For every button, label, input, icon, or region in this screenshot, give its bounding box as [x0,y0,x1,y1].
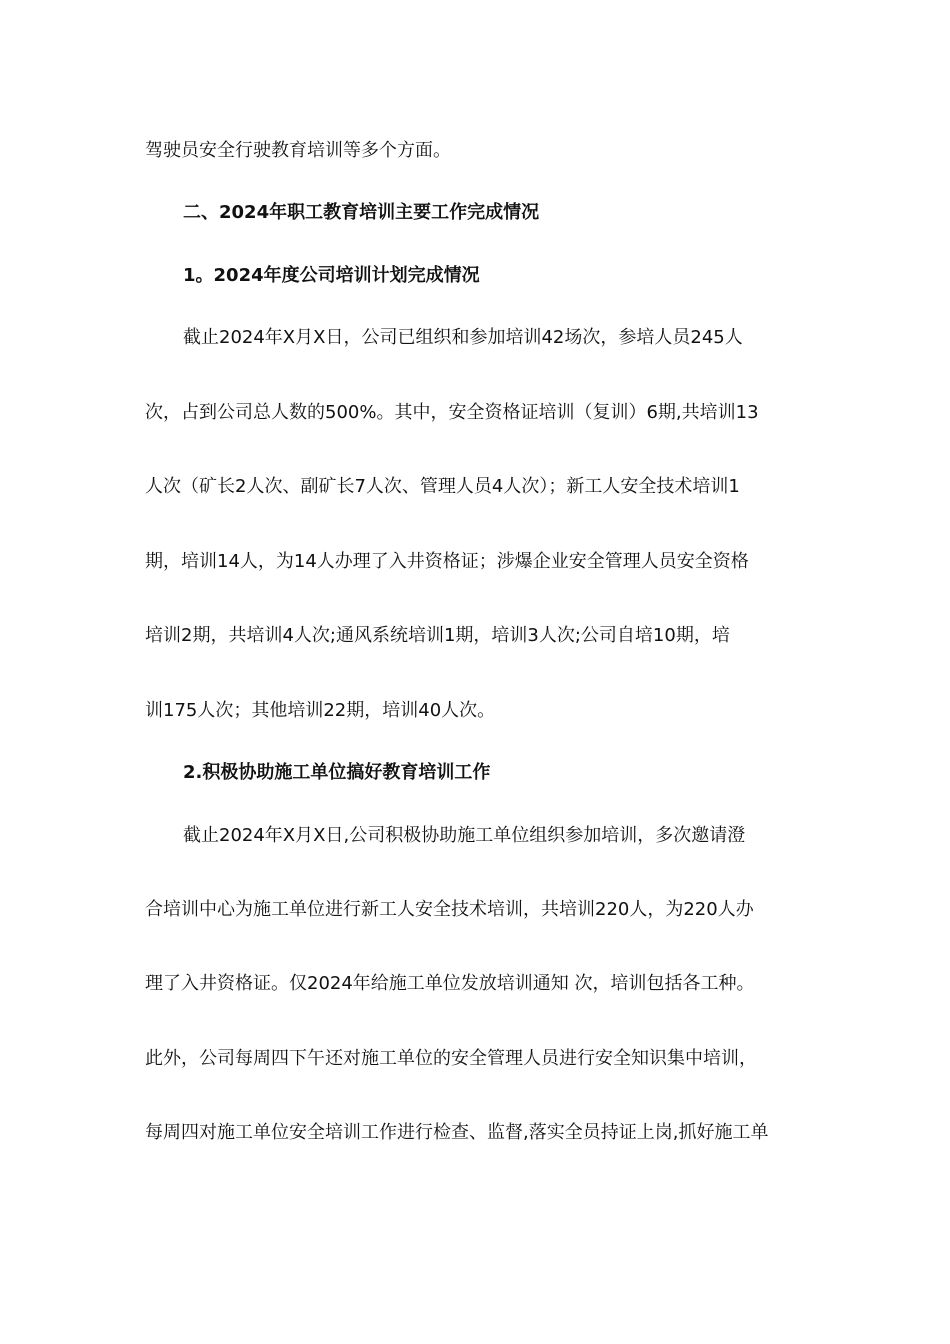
paragraph-line: 合培训中心为施工单位进行新工人安全技术培训，共培训220人，为220人办 [145,899,754,920]
paragraph-line: 截止2024年X月X日,公司积极协助施工单位组织参加培训，多次邀请澄 [183,825,746,846]
paragraph-line: 人次（矿长2人次、副矿长7人次、管理人员4人次）；新工人安全技术培训1 [145,476,740,497]
paragraph-line: 理了入井资格证。仅2024年给施工单位发放培训通知 次，培训包括各工种。 [145,973,755,994]
section-heading: 二、2024年职工教育培训主要工作完成情况 [183,202,540,223]
paragraph-line: 培训2期，共培训4人次;通风系统培训1期，培训3人次;公司自培10期，培 [145,625,730,646]
paragraph-line: 训175人次；其他培训22期，培训40人次。 [145,700,496,721]
subsection-heading: 1。2024年度公司培训计划完成情况 [183,265,480,286]
paragraph-line: 驾驶员安全行驶教育培训等多个方面。 [145,140,451,161]
paragraph-line: 截止2024年X月X日，公司已组织和参加培训42场次，参培人员245人 [183,327,743,348]
subsection-heading: 2.积极协助施工单位搞好教育培训工作 [183,762,491,783]
paragraph-line: 此外，公司每周四下午还对施工单位的安全管理人员进行安全知识集中培训， [145,1048,757,1069]
paragraph-line: 每周四对施工单位安全培训工作进行检查、监督,落实全员持证上岗,抓好施工单 [145,1122,769,1143]
paragraph-line: 期，培训14人，为14人办理了入井资格证；涉爆企业安全管理人员安全资格 [145,551,749,572]
paragraph-line: 次，占到公司总人数的500%。其中，安全资格证培训（复训）6期,共培训13 [145,402,759,423]
